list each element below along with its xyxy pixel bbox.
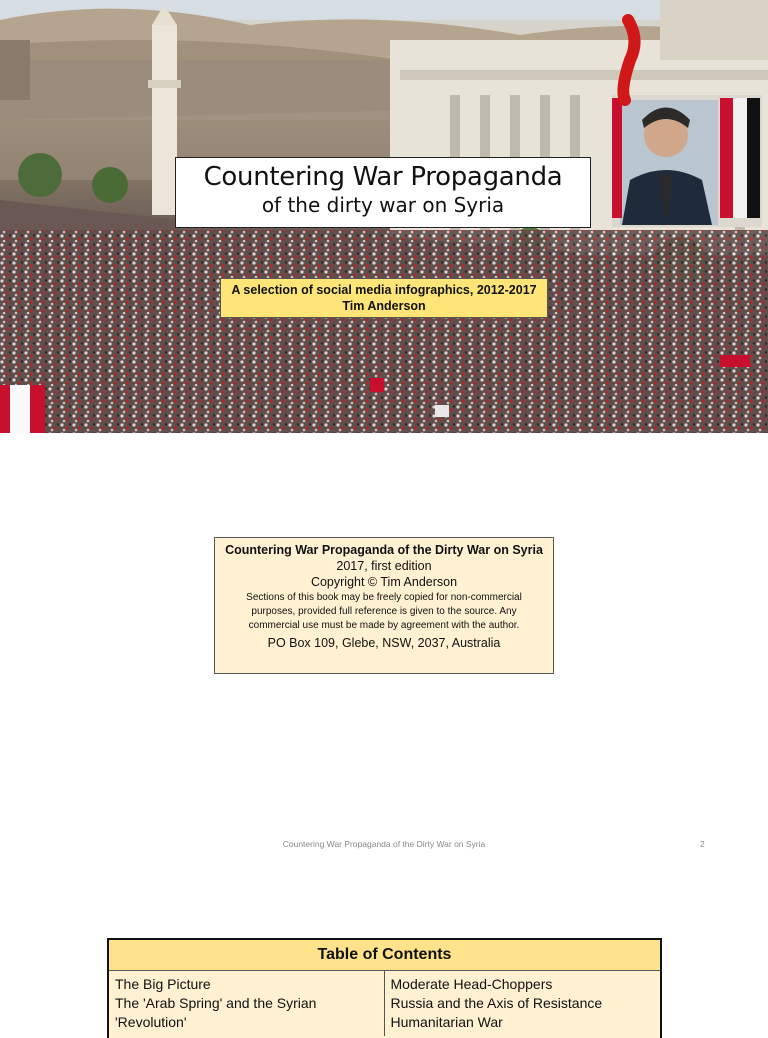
toc-left-column xyxy=(109,971,385,1036)
copyright-box xyxy=(214,537,554,674)
copyright-book-title: Countering War Propaganda of the Dirty War on Syria xyxy=(225,543,543,557)
copyright-owner: Copyright © Tim Anderson xyxy=(310,575,458,589)
copyright-edition: 2017, first edition xyxy=(336,559,432,573)
toc-entry[interactable]: The 'Arab Spring' and the Syrian xyxy=(115,995,317,1011)
copyright-address: PO Box 109, Glebe, NSW, 2037, Australia xyxy=(267,636,501,650)
toc-entry[interactable]: Humanitarian War xyxy=(390,1014,503,1030)
toc-heading: Table of Contents xyxy=(109,940,660,971)
toc-entry[interactable]: Russia and the Axis of Resistance xyxy=(390,995,603,1011)
cover-author: Tim Anderson xyxy=(342,299,426,313)
cover-title-box xyxy=(175,157,591,228)
table-of-contents xyxy=(107,938,662,1038)
toc-entry[interactable]: 'Revolution' xyxy=(115,1014,187,1030)
cover-photo xyxy=(0,0,768,433)
copyright-notice-line: Sections of this book may be freely copied for non-commercial xyxy=(246,592,522,603)
cover-title: Countering War Propaganda xyxy=(203,162,563,192)
page-number: 2 xyxy=(700,839,705,849)
cover-subtitle: of the dirty war on Syria xyxy=(261,193,505,217)
copyright-notice xyxy=(215,591,553,633)
copyright-notice-line: commercial use must be made by agreement with the author. xyxy=(248,620,520,631)
cover-tagline: A selection of social media infographics, 2012-2017 xyxy=(231,283,537,297)
running-footer-title: Countering War Propaganda of the Dirty War on Syria xyxy=(282,839,486,849)
toc-right-column xyxy=(385,971,661,1036)
toc-entry[interactable]: Moderate Head-Choppers xyxy=(390,976,553,992)
cover-tagline-box xyxy=(220,278,548,318)
toc-entry[interactable]: The Big Picture xyxy=(115,976,211,992)
copyright-notice-line: purposes, provided full reference is given to the source. Any xyxy=(251,606,517,617)
